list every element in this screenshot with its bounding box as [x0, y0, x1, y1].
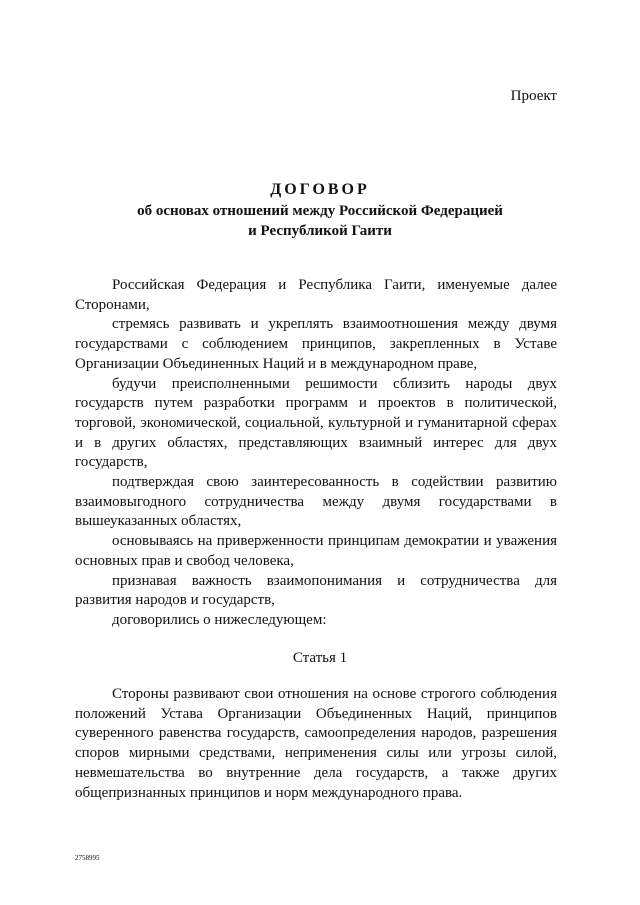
article-heading: Статья 1	[292, 650, 348, 666]
preamble-paragraph: признавая важность взаимопонимания и сотрудничества для развития народов и государств,	[75, 572, 557, 609]
preamble-paragraph: основываясь на приверженности принципам демократии и уважения основных прав и свобод человека,	[75, 533, 557, 569]
subtitle-line: и Республикой Гаити	[248, 223, 392, 239]
document-code: 2758995	[75, 854, 100, 862]
preamble-paragraph: будучи преисполненными решимости сблизить народы двух государств путем разработки программ и проектов в политической, торговой, экономической, социальной, культурной и гуманитарной сферах и в других областях, представляющих взаимный интерес для двух государств,	[75, 375, 557, 471]
article-body	[75, 685, 557, 803]
treaty-subtitle	[0, 201, 640, 241]
preamble-paragraph: договорились о нижеследующем:	[112, 611, 327, 628]
preamble	[75, 276, 557, 631]
draft-label: Проект	[510, 88, 557, 104]
article-paragraph: Стороны развивают свои отношения на основе строгого соблюдения положений Устава Организации Объединенных Наций, принципов суверенного равенства государств, самоопределения народов, разрешения споров мирными средствами, неприменения силы или угрозы силой, невмешательства во внутренние дела государств, а также других общепризнанных принципов и норм международного права.	[75, 686, 557, 801]
preamble-paragraph: Российская Федерация и Республика Гаити, именуемые далее Сторонами,	[75, 277, 557, 313]
treaty-title: ДОГОВОР	[270, 181, 370, 198]
preamble-paragraph: стремясь развивать и укреплять взаимоотношения между двумя государствами с соблюдением принципов, закрепленных в Уставе Организации Объединенных Наций и в международном праве,	[75, 316, 557, 372]
preamble-paragraph: подтверждая свою заинтересованность в содействии развитию взаимовыгодного сотрудничества между двумя государствами в вышеуказанных областях,	[75, 474, 557, 530]
subtitle-line: об основах отношений между Российской Федерацией	[137, 203, 503, 219]
